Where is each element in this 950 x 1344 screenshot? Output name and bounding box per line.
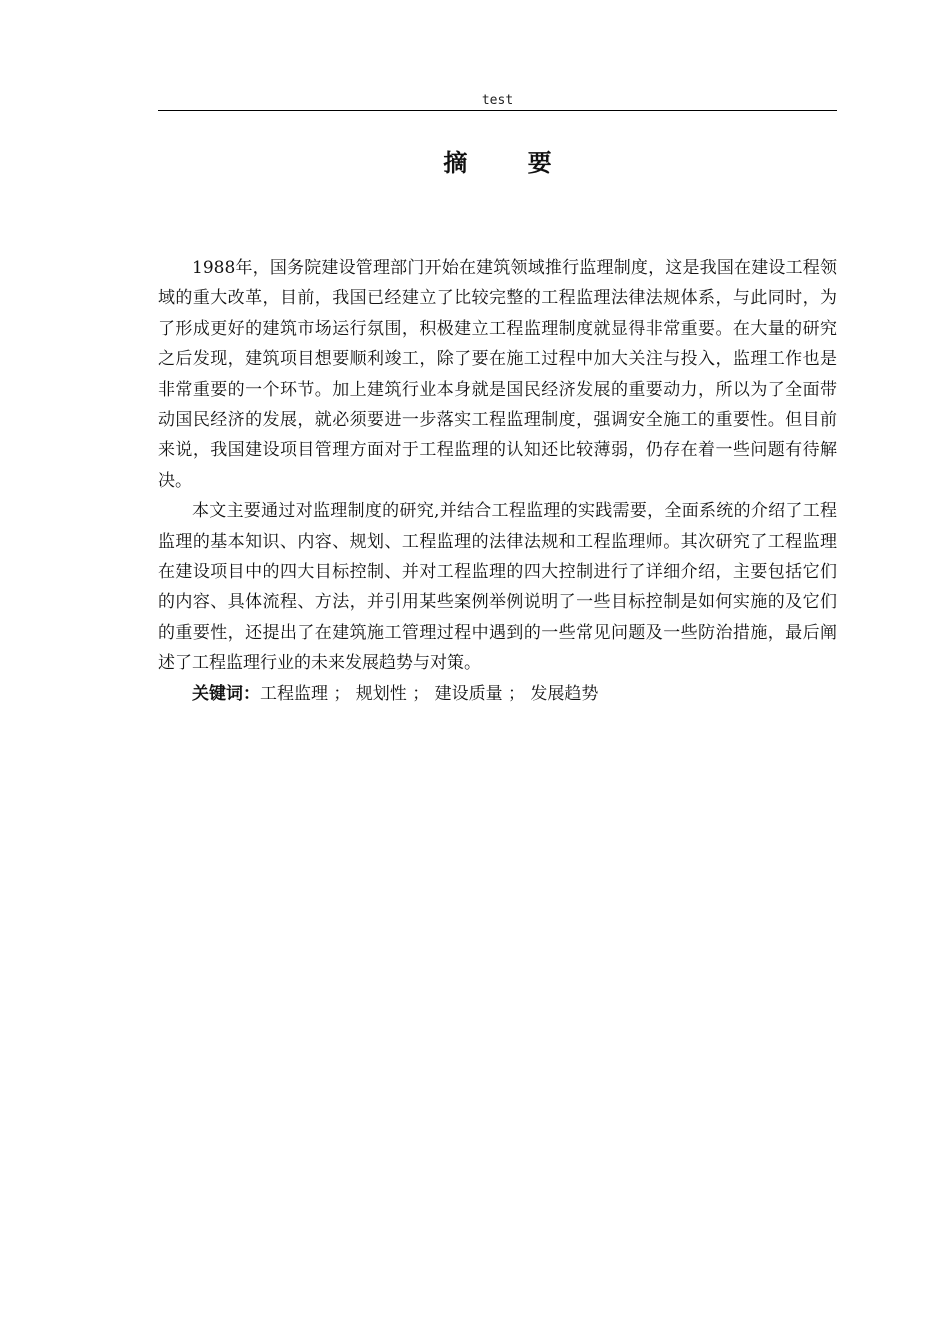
keywords-label: 关键词： <box>192 683 260 704</box>
running-header: test <box>481 93 514 108</box>
abstract-body <box>158 253 837 709</box>
abstract-paragraph-2: 本文主要通过对监理制度的研究,并结合工程监理的实践需要，全面系统的介绍了工程监理的基本知识、内容、规划、工程监理的法律法规和工程监理师。其次研究了工程监理在建设项目中的四大目标控制、并对工程监理的四大控制进行了详细介绍，主要包括它们的内容、具体流程、方法，并引用某些案例举例说明了一些目标控制是如何实施的及它们的重要性，还提出了在建筑施工管理过程中遇到的一些常见问题及一些防治措施，最后阐述了工程监理行业的未来发展趋势与对策。 <box>158 501 837 674</box>
keywords-text: 工程监理 ； 规划性 ； 建设质量 ； 发展趋势 <box>260 683 599 704</box>
abstract-paragraph-1: 1988年，国务院建设管理部门开始在建筑领域推行监理制度，这是我国在建设工程领域的重大改革，目前，我国已经建立了比较完整的工程监理法律法规体系，与此同时，为了形成更好的建筑市场运行氛围，积极建立工程监理制度就显得非常重要。在大量的研究之后发现，建筑项目想要顺利竣工，除了要在施工过程中加大关注与投入，监理工作也是非常重要的一个环节。加上建筑行业本身就是国民经济发展的重要动力，所以为了全面带动国民经济的发展，就必须要进一步落实工程监理制度，强调安全施工的重要性。但目前来说，我国建设项目管理方面对于工程监理的认知还比较薄弱，仍存在着一些问题有待解决。 <box>158 258 837 491</box>
abstract-title: 摘 要 <box>443 149 578 177</box>
header-rule <box>158 110 837 111</box>
keywords-line <box>158 679 837 709</box>
